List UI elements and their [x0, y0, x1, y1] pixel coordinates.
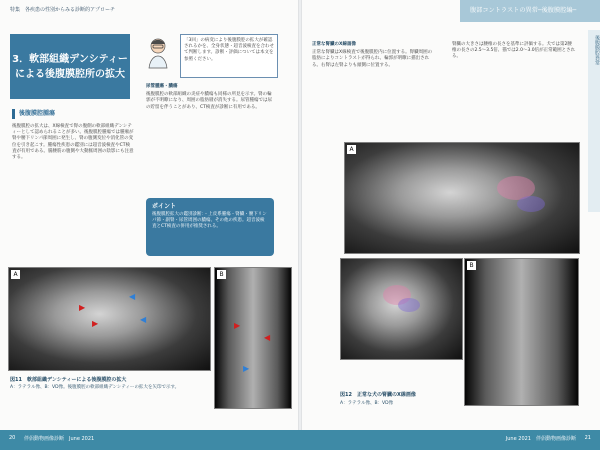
- right-page: [300, 0, 600, 430]
- right-header-tab: 腹部コントラストの異常─後腹膜腔編─: [460, 0, 600, 22]
- page-number-right: 21: [584, 435, 591, 441]
- figure-label: A: [347, 145, 356, 154]
- side-chapter-tab: 後腹膜腔異常: [588, 30, 600, 212]
- doctor-illustration: [146, 37, 170, 69]
- magazine-name-left: 伴侶動物画像診断 June 2021: [24, 436, 95, 442]
- red-arrow: ▶: [92, 319, 99, 328]
- xray-figure-11b: [214, 267, 292, 409]
- xray-figure-12a: [344, 142, 580, 254]
- xray-figure-11a: [8, 267, 211, 371]
- point-label: ポイント: [152, 203, 177, 210]
- xray-figure-12a-detail: [340, 258, 463, 360]
- magazine-name-right: June 2021 伴侶動物画像診断: [505, 436, 576, 442]
- subheading: 正常な腎臓のX線画像: [312, 42, 356, 47]
- body-text-column-left: 後腹膜腔の拡大は、X線検査で腎の腹側の軟部組織デンシティーとして認められることが多い。後腹膜腔腫瘍では腫瘤が腎や腰下リンパ節周囲に発生し、腎の腹側変位や消化管の変位を引き起こす。腫瘍性疾患の鑑別には超音波検査やCT検査が有用である。腸腰筋の腹側や大動脈周囲の陰影にも注意する。: [12, 124, 134, 161]
- kidney-highlight: [517, 196, 545, 212]
- blue-arrow: ▶: [243, 364, 250, 373]
- figure-12-caption: A：ラテラル像、B：VD像: [340, 401, 394, 406]
- article-title: 3．軟部組織デンシティーによる後腹膜腔所の拡大: [10, 34, 130, 99]
- blue-arrow: ◀: [129, 292, 136, 301]
- figure-label: A: [11, 270, 20, 279]
- spine-shadow: [298, 0, 302, 430]
- speech-bubble: 「3回」の病変により後腹膜腔の拡大が確認されるかを、全身状態・超音波検査を合わせて判断します。診断・評価については本文を参照ください。: [180, 34, 278, 78]
- blue-arrow: ◀: [140, 315, 147, 324]
- figure-label: B: [217, 270, 226, 279]
- figure-11-title: 図11 軟部組織デンシティーによる後腹膜腔の拡大: [10, 377, 127, 383]
- figure-label: B: [467, 261, 476, 270]
- body-text-column-right: 腎臓の大きさは腰椎の長さを基準に評価する。犬では第2腰椎の長さの2.5〜3.5倍、猫では2.0〜3.0倍が正常範囲とされる。: [452, 42, 576, 60]
- body-text-column-right: [146, 84, 274, 111]
- point-body: 後腹膜腔拡大の鑑別診断：・上皮系腫瘍・腎臓・腰下リンパ節・副腎・尿管周囲の膿瘍、その他の疾患。超音波検査とCT検査の併用が推奨される。: [152, 212, 267, 230]
- figure-12-title: 図12 正常な犬の腎臓のX線画像: [340, 392, 416, 398]
- red-arrow: ▶: [79, 303, 86, 312]
- red-arrow: ◀: [264, 333, 271, 342]
- paragraph: 正常な腎臓はX線検査で後腹膜腔内に位置する。腎臓周囲の脂肪によりコントラストが得られ、輪郭が明瞭に描出される。右腎は左腎よりも頭側に位置する。: [312, 50, 433, 68]
- subheading: 尿管腫瘍・膿瘍: [146, 84, 178, 89]
- left-page: [0, 0, 300, 430]
- page-number-left: 20: [9, 435, 16, 441]
- xray-figure-12b: [464, 258, 579, 406]
- kidney-highlight: [398, 298, 420, 312]
- section-heading: 後腹膜腔腫瘍: [12, 109, 129, 119]
- paragraph: 後腹膜腔の軟部組織の炎症や膿瘍も同様の所見を示す。腎の輪郭が不明瞭になり、周囲の脂肪層が消失する。尿管腫瘍では尿の貯留を伴うことがあり、CT検査が診断に有用である。: [146, 92, 272, 110]
- red-arrow: ▶: [234, 321, 241, 330]
- body-text-column-left: [312, 42, 436, 69]
- running-head: 特集 各疾患の性別からみる診断的アプローチ: [10, 7, 116, 13]
- figure-11-caption: A：ラテラル像、B：VD像。後腹膜腔の軟部組織デンシティーの拡大を矢印で示す。: [10, 385, 180, 390]
